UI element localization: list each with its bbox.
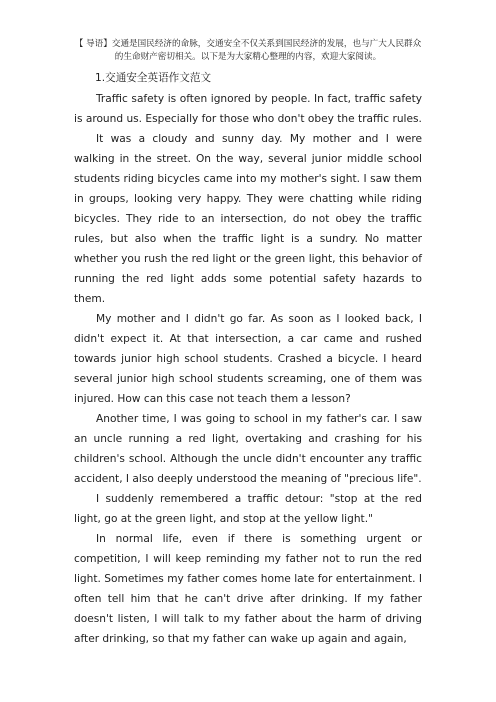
paragraph: In normal life, even if there is something urgent or competition, I will keep reminding my father not to run the red light. Sometimes my father comes home late for entertainment. I often tell him that he can't drive after drinking. If my father doesn't listen, I will talk to my father about the harm of driving after drinking, so that my father can wake up again and again, — [74, 533, 422, 645]
paragraph: It was a cloudy and sunny day. My mother and I were walking in the street. On the way, several junior middle school students riding bicycles came into my mother's sight. I saw them in groups, looking very happy. They were chatting while riding bicycles. They ride to an intersection, do not obey the traffic rules, but also when the traffic light is a sundry. No matter whether you rush the red light or the green light, this behavior of running the red light adds some potential safety hazards to them. — [74, 133, 422, 305]
paragraph: Another time, I was going to school in my father's car. I saw an uncle running a red light, overtaking and crashing for his children's school. Although the uncle didn't encounter any traffic accident, I also deeply understood the meaning of "precious life". — [74, 413, 422, 485]
section-title: 1.交通安全英语作文范文 — [95, 72, 212, 84]
paragraph: Traffic safety is often ignored by people. In fact, traffic safety is around us. Especially for those who don't obey the traffic rules. — [74, 93, 422, 125]
paragraph: My mother and I didn't go far. As soon as I looked back, I didn't expect it. At that intersection, a car came and rushed towards junior high school students. Crashed a bicycle. I heard several junior high school students screaming, one of them was injured. How can this case not teach them a lesson? — [74, 313, 422, 405]
document-page — [74, 38, 422, 649]
paragraph: I suddenly remembered a traffic detour: "stop at the red light, go at the green light, and stop at the yellow light." — [74, 493, 422, 525]
intro-text: 【 导语】交通是国民经济的命脉，交通安全不仅关系到国民经济的发展，也与广大人民群众的生命财产密切相关。以下是为大家精心整理的内容，欢迎大家阅读。 — [74, 39, 422, 62]
